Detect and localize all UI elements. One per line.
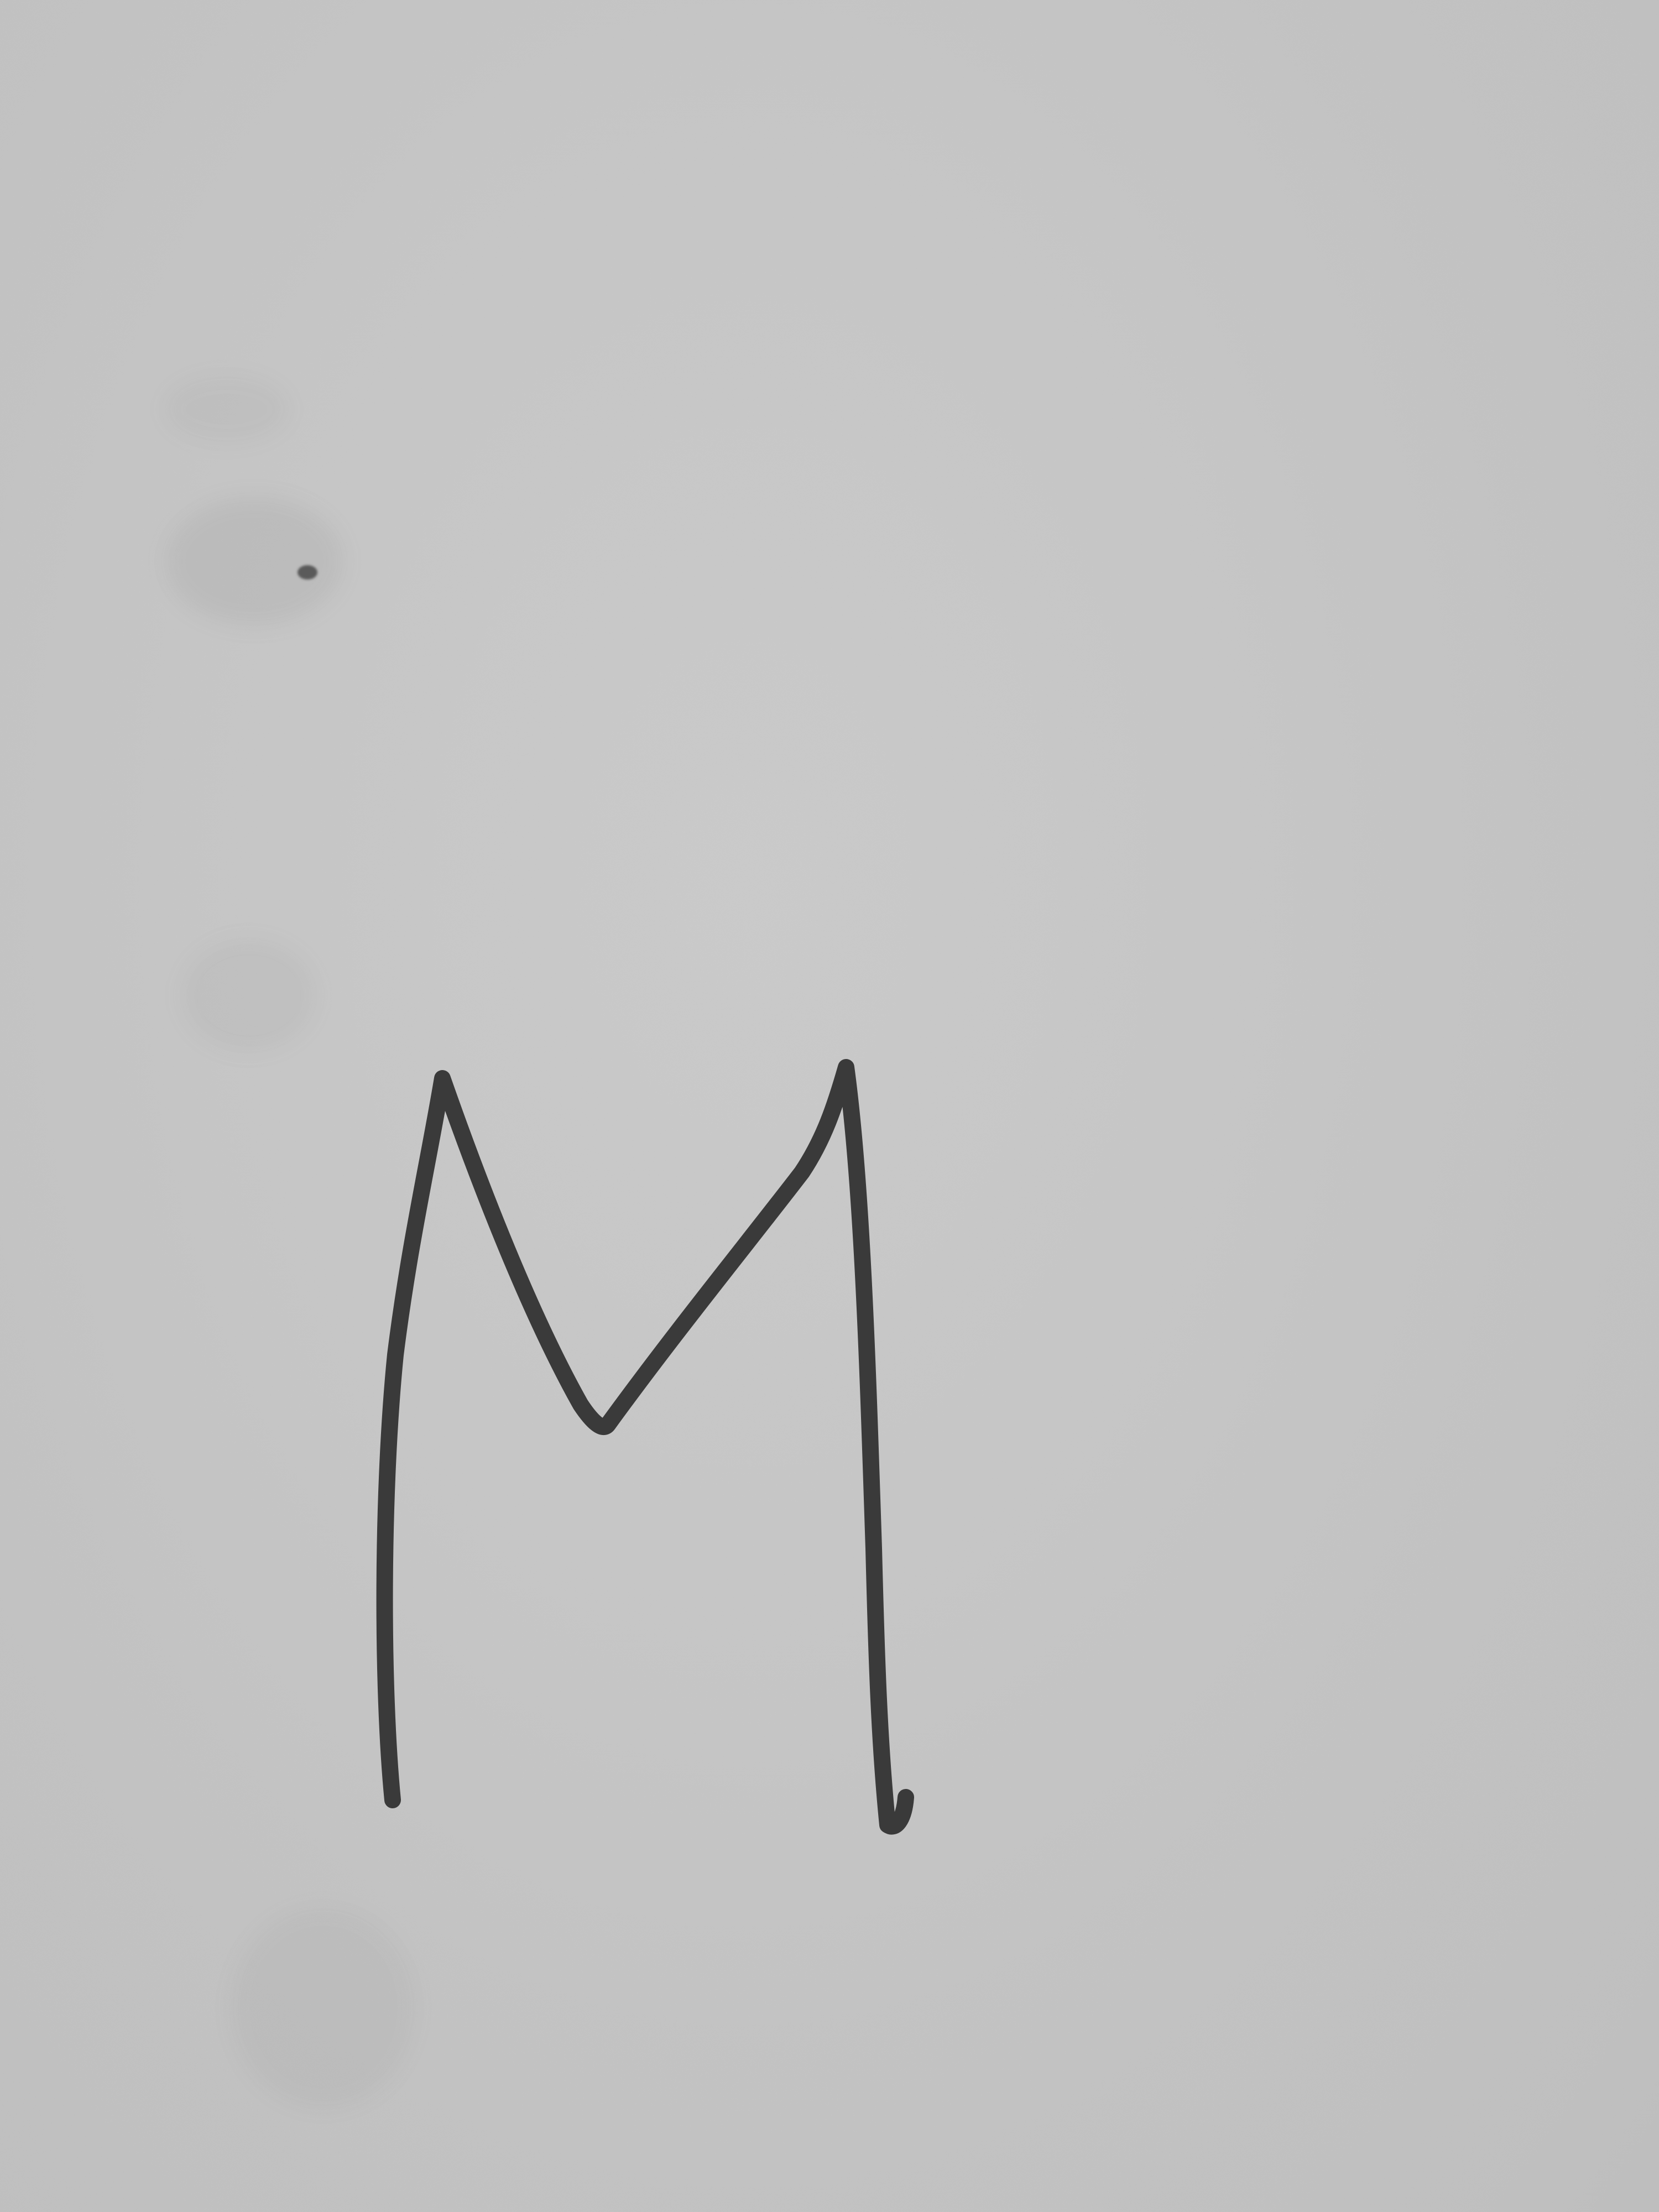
letter-m-stroke — [385, 1067, 906, 1827]
